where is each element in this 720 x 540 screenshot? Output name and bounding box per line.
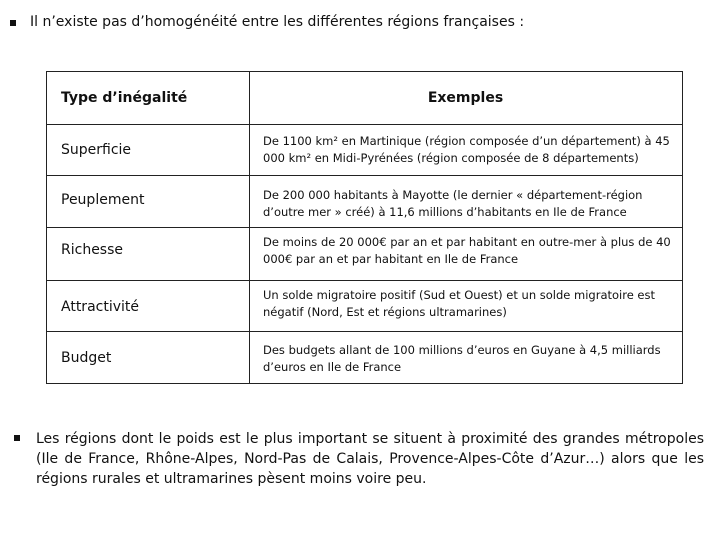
header-type: Type d’inégalité <box>61 90 188 106</box>
intro-bullet <box>10 14 524 30</box>
header-examples: Exemples <box>427 90 504 106</box>
row-divider <box>47 227 682 228</box>
row-example-richesse: De moins de 20 000€ par an et par habitant en outre-mer à plus de 40 000€ par an et par habitant en Ile de France <box>263 235 671 266</box>
square-bullet-icon <box>10 20 16 26</box>
inequality-table <box>46 71 683 384</box>
row-example-attractivite: Un solde migratoire positif (Sud et Ouest) et un solde migratoire est négatif (Nord, Est et régions ultramarines) <box>263 288 656 319</box>
row-type-budget: Budget <box>61 350 112 366</box>
row-divider <box>47 280 682 281</box>
row-type-peuplement: Peuplement <box>61 192 145 208</box>
conclusion-text: Les régions dont le poids est le plus important se situent à proximité des grandes métropoles (Ile de France, Rhône-Alpes, Nord-Pas de Calais, Provence-Alpes-Côte d’Azur…) alors que les régions rurales et ultramarines pèsent moins voire peu. <box>36 431 704 487</box>
row-type-attractivite: Attractivité <box>61 299 139 315</box>
row-divider <box>47 124 682 125</box>
row-type-richesse: Richesse <box>61 242 124 258</box>
square-bullet-icon <box>14 435 20 441</box>
row-example-budget: Des budgets allant de 100 millions d’euros en Guyane à 4,5 milliards d’euros en Ile de France <box>263 343 661 374</box>
row-example-superficie: De 1100 km² en Martinique (région composée d’un département) à 45 000 km² en Midi-Pyrénées (région composée de 8 départements) <box>263 134 670 165</box>
row-divider <box>47 331 682 332</box>
row-example-peuplement: De 200 000 habitants à Mayotte (le dernier « département-région d’outre mer » créé) à 11,6 millions d’habitants en Ile de France <box>263 188 643 219</box>
row-type-superficie: Superficie <box>61 142 132 158</box>
conclusion-bullet <box>14 429 704 489</box>
intro-text: Il n’existe pas d’homogénéité entre les différentes régions françaises : <box>30 14 525 30</box>
row-divider <box>47 175 682 176</box>
